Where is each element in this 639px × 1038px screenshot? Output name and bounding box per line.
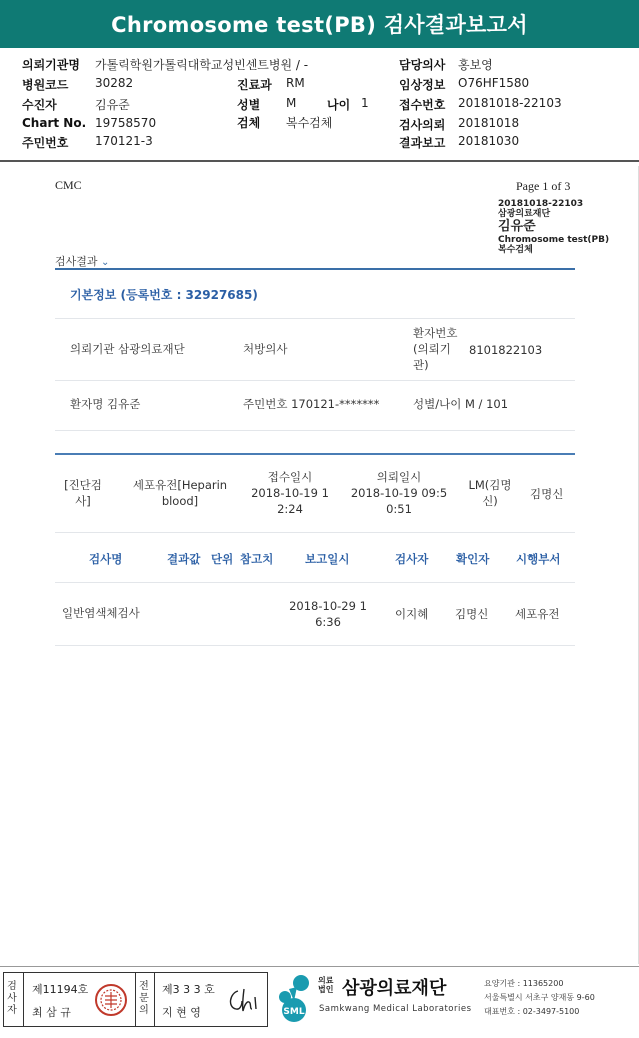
sml-logo-icon (272, 973, 316, 1027)
brand-prefix: 의료 법인 (318, 976, 334, 994)
brand-name: 삼광의료재단 (342, 978, 447, 999)
order-category: [진단검 사] (64, 478, 102, 508)
stamp-receipt-no: 20181018-22103 (498, 199, 584, 209)
page-number: Page 1 of 3 (516, 179, 571, 193)
patient-value: 김유준 (95, 98, 130, 112)
doctor-value: 홍보영 (458, 58, 493, 72)
col-test-name: 검사명 (89, 552, 123, 566)
dept-value: RM (286, 76, 305, 90)
sex-value: M (286, 96, 297, 110)
cmc-label: CMC (55, 178, 82, 192)
report-title: Chromosome test(PB) 검사결과보고서 (111, 13, 528, 37)
request-label: 검사의뢰 (399, 118, 446, 132)
order-department: 세포유전[Heparin blood] (132, 478, 228, 508)
section-divider (55, 453, 575, 455)
brand-english: Samkwang Medical Laboratories (319, 1004, 472, 1014)
specialist-vertical-label: 전 문 의 (139, 981, 149, 1016)
chevron-down-icon: ⌄ (101, 257, 110, 268)
divider (55, 430, 575, 431)
report-label: 결과보고 (399, 136, 446, 150)
col-result: 결과값 (167, 552, 201, 566)
divider (55, 582, 575, 583)
sex-label: 성별 (237, 98, 261, 112)
divider (55, 380, 575, 381)
brand-info-address: 서울특별시 서초구 양재동 9-60 (484, 993, 595, 1002)
order-lab: LM(김명 신) (468, 478, 512, 508)
header-separator (0, 160, 639, 162)
stamp-test-name: Chromosome test(PB) (498, 235, 610, 245)
stamp-specimen: 복수검체 (498, 245, 533, 255)
specimen-value: 복수검체 (286, 116, 333, 130)
report-title-bar (0, 0, 639, 48)
clinical-value: O76HF1580 (458, 76, 530, 90)
result-test-name: 일반염색체검사 (62, 606, 140, 620)
patient-number-label: 환자번호 (의뢰기 관) (413, 326, 458, 372)
divider (55, 318, 575, 319)
report-value: 20181030 (458, 134, 520, 148)
col-department: 시행부서 (516, 552, 561, 566)
footer-separator (0, 966, 639, 967)
col-reference: 참고치 (240, 552, 274, 566)
chart-label: Chart No. (22, 116, 87, 130)
divider (55, 645, 575, 646)
order-receipt-datetime: 접수일시 2018-10-19 1 2:24 (251, 470, 329, 516)
patient-sex-age: 성별/나이 M / 101 (413, 397, 509, 411)
seal-stamp-icon (94, 983, 128, 1021)
code-label: 병원코드 (22, 78, 69, 92)
result-department: 세포유전 (515, 607, 560, 621)
result-tester: 이지혜 (395, 607, 429, 621)
patient-name: 환자명 김유준 (70, 397, 141, 411)
patient-number-value: 8101822103 (469, 343, 543, 357)
chart-value: 19758570 (95, 116, 157, 130)
svg-text:SML: SML (283, 1007, 305, 1017)
code-value: 30282 (95, 76, 134, 90)
age-label: 나이 (327, 98, 351, 112)
specialist-name: 지 현 영 (162, 1006, 201, 1019)
stamp-patient-name: 김유준 (498, 219, 536, 234)
age-value: 1 (361, 96, 369, 110)
request-value: 20181018 (458, 116, 520, 130)
order-request-datetime: 의뢰일시 2018-10-19 09:5 0:51 (350, 470, 448, 516)
institution-label: 의뢰기관명 (22, 58, 80, 72)
rrn-value: 170121-3 (95, 134, 153, 148)
tester-vertical-label: 검 사 자 (7, 981, 17, 1016)
institution-value: 가톨릭학원가톨릭대학교성빈센트병원 / - (95, 58, 309, 72)
col-tester: 검사자 (395, 552, 429, 566)
col-report-date: 보고일시 (305, 552, 350, 566)
divider (55, 532, 575, 533)
requesting-institution: 의뢰기관 삼광의료재단 (70, 342, 185, 356)
order-doctor: 김명신 (530, 487, 564, 501)
specimen-label: 검체 (237, 116, 261, 130)
receipt-no-value: 20181018-22103 (458, 96, 562, 110)
col-confirmer: 확인자 (456, 552, 490, 566)
doctor-label: 담당의사 (399, 58, 446, 72)
tab-test-result[interactable] (55, 253, 109, 269)
dept-label: 진료과 (237, 78, 272, 92)
patient-label: 수진자 (22, 98, 57, 112)
prescribing-doctor-label: 처방의사 (243, 342, 288, 356)
specialist-license: 제3 3 3 호 (162, 983, 215, 996)
rrn-label: 주민번호 (22, 136, 69, 150)
col-unit: 단위 (211, 552, 234, 566)
result-confirmer: 김명신 (455, 607, 489, 621)
specimen-label-stamp (498, 199, 609, 255)
tab-underline (55, 268, 575, 270)
signature-box (3, 972, 268, 1027)
stamp-org: 삼광의료재단 (498, 209, 551, 219)
tester-license: 제11194호 (32, 983, 89, 996)
basic-info-heading: 기본정보 (등록번호 : 32927685) (70, 288, 258, 302)
signature-icon (224, 985, 262, 1019)
patient-rrn: 주민번호 170121-******* (243, 397, 380, 411)
receipt-no-label: 접수번호 (399, 98, 446, 112)
tester-name: 최 삼 규 (32, 1006, 71, 1019)
brand-info-phone: 대표번호 : 02-3497-5100 (484, 1007, 580, 1016)
brand-info-code: 요양기관 : 11365200 (484, 979, 564, 988)
clinical-label: 임상정보 (399, 78, 446, 92)
tab-test-result-label: 검사결과 (55, 255, 98, 268)
result-report-date: 2018-10-29 1 6:36 (289, 599, 367, 629)
